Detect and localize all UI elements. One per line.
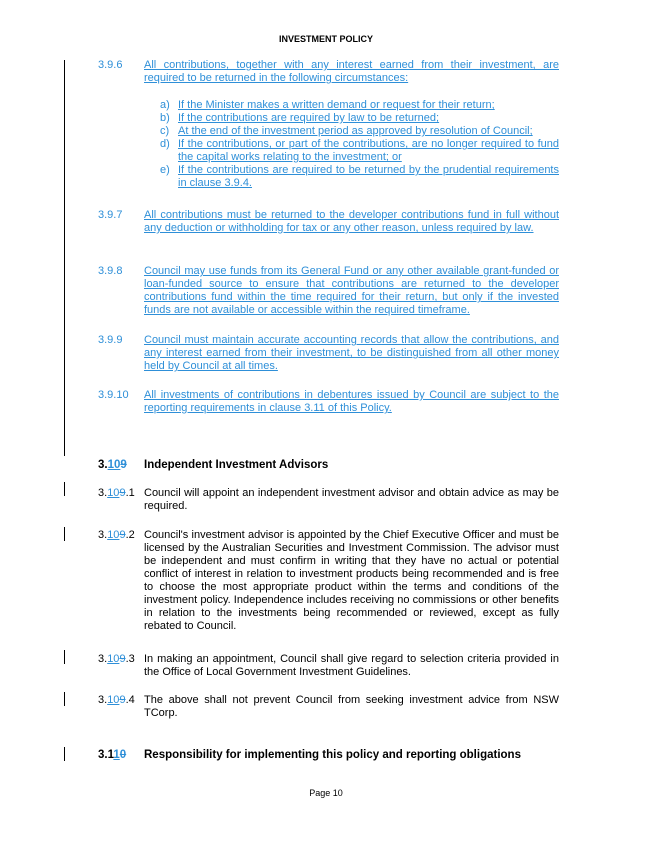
inserted-digits: 1	[113, 749, 120, 761]
list-item-label: d)	[160, 138, 170, 150]
clause-number: 3.109.4	[98, 694, 135, 706]
change-bar	[64, 482, 65, 496]
section-heading-advisors	[98, 458, 568, 472]
list-item-label: c)	[160, 125, 170, 137]
change-bar	[64, 747, 65, 761]
clause-3-10-2	[98, 529, 559, 633]
clause-3-10-4	[98, 694, 559, 720]
clause-text: All contributions, together with any interest earned from their investment, are required to be returned in the following circumstances:	[144, 59, 559, 84]
clause-3-9-9	[98, 334, 559, 373]
clause-number: 3.9.6	[98, 59, 123, 71]
circumstances-list	[160, 99, 559, 190]
clause-number: 3.109.2	[98, 529, 135, 541]
section-title: Independent Investment Advisors	[144, 459, 329, 471]
clause-3-9-7	[98, 209, 559, 235]
list-item	[160, 125, 559, 138]
deleted-digits: 9	[120, 459, 127, 471]
clause-number: 3.9.9	[98, 334, 123, 346]
list-item-label: a)	[160, 99, 170, 111]
list-item-text: At the end of the investment period as approved by resolution of Council;	[178, 125, 533, 137]
clause-3-9-8	[98, 265, 559, 317]
clause-number: 3.9.10	[98, 389, 129, 401]
page-header: INVESTMENT POLICY	[278, 34, 373, 44]
list-item	[160, 138, 559, 164]
clause-3-10-3	[98, 653, 559, 679]
clause-number: 3.109.3	[98, 653, 135, 665]
clause-text: Council must maintain accurate accounting records that allow the contributions, and any interest earned from their investment, to be distinguished from all other money held by Council at all times.	[144, 334, 559, 372]
clause-text: All investments of contributions in debentures issued by Council are subject to the reporting requirements in clause 3.11 of this Policy.	[144, 389, 559, 414]
clause-text: The above shall not prevent Council from seeking investment advice from NSW TCorp.	[144, 694, 559, 719]
clause-3-10-1	[98, 487, 559, 513]
list-item	[160, 99, 559, 112]
deleted-digits: 0	[119, 749, 127, 761]
list-item	[160, 164, 559, 190]
section-number: 3.110	[98, 749, 127, 761]
clause-text: All contributions must be returned to the developer contributions fund in full without any deduction or withholding for tax or any other reason, unless required by law.	[144, 209, 559, 234]
list-item	[160, 112, 559, 125]
clause-text: Council may use funds from its General Fund or any other available grant-funded or loan-funded source to ensure that contributions are returned to the developer contributions fund within the time required for their return, but only if the invested funds are not available or accessible within the required timeframe.	[144, 265, 559, 316]
inserted-digits: 10	[107, 459, 121, 471]
list-item-text: If the contributions are required by law to be returned;	[178, 112, 440, 124]
change-bar	[64, 650, 65, 664]
change-bar	[64, 527, 65, 541]
change-bar	[64, 692, 65, 706]
list-item-label: b)	[160, 112, 170, 124]
section-number: 3.109	[98, 459, 127, 471]
clause-3-9-10	[98, 389, 559, 415]
clause-number: 3.9.7	[98, 209, 123, 221]
clause-text: In making an appointment, Council shall give regard to selection criteria provided in the Office of Local Government Investment Guidelines.	[144, 653, 559, 678]
section-heading-responsibility	[98, 748, 568, 762]
clause-number: 3.109.1	[98, 487, 135, 499]
page-number: Page 10	[309, 788, 343, 798]
clause-number: 3.9.8	[98, 265, 123, 277]
list-item-label: e)	[160, 164, 170, 176]
change-bar	[64, 60, 65, 456]
list-item-text: If the contributions, or part of the contributions, are no longer required to fund the capital works relating to the investment; or	[178, 138, 559, 163]
list-item-text: If the Minister makes a written demand or request for their return;	[178, 99, 495, 111]
section-title: Responsibility for implementing this policy and reporting obligations	[144, 749, 521, 761]
list-item-text: If the contributions are required to be returned by the prudential requirements in clause 3.9.4.	[178, 164, 559, 189]
clause-3-9-6	[98, 59, 559, 85]
clause-text: Council's investment advisor is appointed by the Chief Executive Officer and must be licensed by the Australian Securities and Investment Commission. The advisor must be independent and must confirm in writing that they have no actual or potential conflict of interest in relation to investment products being recommended and is free to choose the most appropriate product within the terms and conditions of the investment policy. Independence includes receiving no commissions or other benefits in relation to the investments being recommended or reviewed, except as fully rebated to Council.	[144, 529, 559, 632]
clause-text: Council will appoint an independent investment advisor and obtain advice as may be required.	[144, 487, 559, 512]
